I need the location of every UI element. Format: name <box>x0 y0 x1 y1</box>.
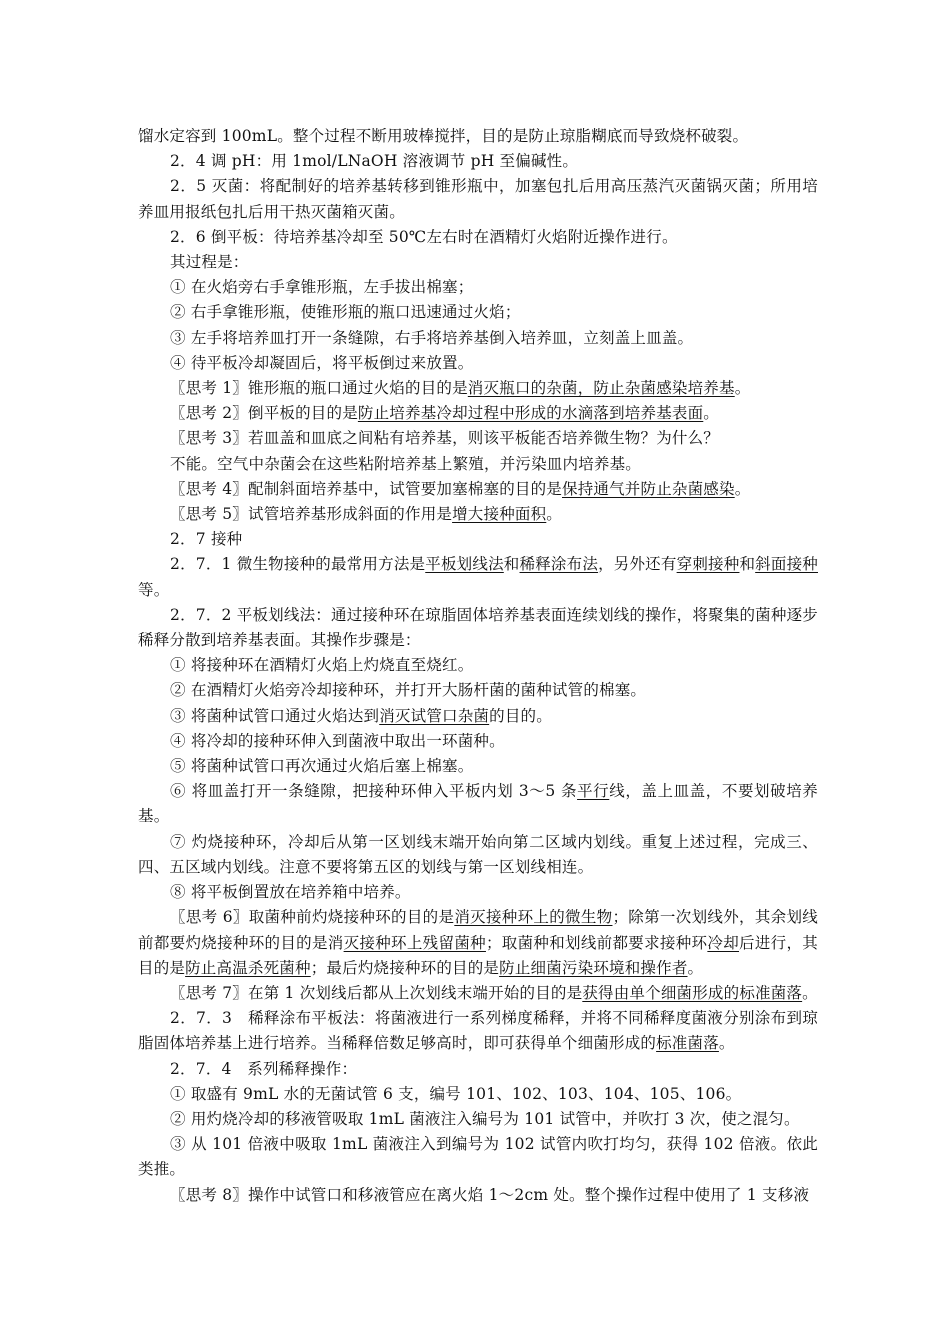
underlined-answer: 灭接种环上残留菌种 <box>343 933 486 952</box>
underlined-answer: 保持通气并防止杂菌感染 <box>562 479 735 498</box>
paragraph <box>138 678 818 703</box>
text-run: ④ 待平板冷却凝固后，将平板倒过来放置。 <box>170 353 474 372</box>
text-run: 2．5 灭菌：将配制好的培养基转移到锥形瓶中，加塞包扎后用高压蒸汽灭菌锅灭菌；所用培养皿用报纸包扎后用干热灭菌箱灭菌。 <box>138 177 818 221</box>
paragraph <box>138 401 818 426</box>
underlined-answer: 防止高温杀死菌种 <box>185 958 311 977</box>
underlined-answer: 增大接种面积 <box>452 505 547 524</box>
paragraph <box>138 1057 818 1082</box>
text-run: 〖思考 8〗操作中试管口和移液管应在离火焰 1～2cm 处。整个操作过程中使用了 1 支移液 <box>170 1185 810 1204</box>
underlined-answer: 平行 <box>577 782 610 801</box>
paragraph <box>138 981 818 1006</box>
text-run: 〖思考 5〗试管培养基形成斜面的作用是 <box>170 505 453 524</box>
text-run: ④ 将冷却的接种环伸入到菌液中取出一环菌种。 <box>170 731 505 750</box>
text-run: ① 将接种环在酒精灯火焰上灼烧直至烧红。 <box>170 656 474 675</box>
underlined-answer: 平板划线法 <box>425 555 504 574</box>
underlined-answer: 获得由单个细菌形成的标准菌落 <box>582 983 803 1002</box>
paragraph <box>138 275 818 300</box>
paragraph <box>138 1132 818 1182</box>
paragraph <box>138 729 818 754</box>
paragraph <box>138 250 818 275</box>
paragraph <box>138 754 818 779</box>
text-run: 2．7．2 平板划线法：通过接种环在琼脂固体培养基表面连续划线的操作，将聚集的菌种逐步稀释分散到培养基表面。其操作步骤是： <box>138 605 818 650</box>
paragraph <box>138 905 818 981</box>
text-run: 2．4 调 pH：用 1mol/LNaOH 溶液调节 pH 至偏碱性。 <box>170 152 579 171</box>
text-run: 后进行，其目的是 <box>138 933 818 977</box>
text-run: 〖思考 3〗若皿盖和皿底之间粘有培养基，则该平板能否培养微生物？为什么？ <box>170 429 719 448</box>
text-run: ③ 将菌种试管口通过火焰达到 <box>170 706 380 725</box>
underlined-answer: 稀释涂布法 <box>519 555 599 574</box>
text-run: ，另外还有 <box>598 555 677 574</box>
text-run: 2．7 接种 <box>170 530 243 549</box>
paragraph <box>138 1183 818 1208</box>
paragraph <box>138 300 818 325</box>
text-run: 。 <box>734 379 751 398</box>
text-run: 。 <box>718 1034 735 1053</box>
text-run: 馏水定容到 100mL。整个过程不断用玻棒搅拌，目的是防止琼脂糊底而导致烧杯破裂。 <box>138 127 749 145</box>
text-run: ① 取盛有 9mL 水的无菌试管 6 支，编号 101、102、103、104、105、106。 <box>170 1084 742 1103</box>
paragraph <box>138 603 818 653</box>
text-run: 。 <box>734 479 751 498</box>
text-run: 。 <box>802 983 818 1002</box>
underlined-answer: 冷却 <box>707 933 740 952</box>
text-run: 2．7．3 稀释涂布平板法：将菌液进行一系列梯度稀释，并将不同稀释度菌液分别涂布到琼脂固体培养基上进行培养。当稀释倍数足够高时，即可获得单个细菌形成的 <box>138 1009 818 1053</box>
paragraph <box>138 880 818 905</box>
paragraph <box>138 552 818 602</box>
underlined-answer: 消灭接种环上的微生物 <box>454 908 613 927</box>
underlined-answer: 穿刺接种 <box>676 555 740 574</box>
text-run: ；最后灼烧接种环的目的是 <box>310 958 500 977</box>
paragraph <box>138 1006 818 1056</box>
paragraph <box>138 225 818 250</box>
text-run: 和 <box>503 555 520 574</box>
paragraph <box>138 704 818 729</box>
paragraph <box>138 527 818 552</box>
underlined-answer: 防止培养基冷却过程中形成的水滴落到培养基表面 <box>357 404 704 423</box>
paragraph <box>138 124 818 149</box>
paragraph <box>138 452 818 477</box>
underlined-answer: 消灭试管口杂菌 <box>379 706 490 725</box>
text-run: 。 <box>687 958 704 977</box>
text-run: ⑤ 将菌种试管口再次通过火焰后塞上棉塞。 <box>170 757 474 776</box>
text-run: 〖思考 1〗锥形瓶的瓶口通过火焰的目的是 <box>170 379 468 398</box>
text-run: 。 <box>703 404 719 423</box>
text-run: ① 在火焰旁右手拿锥形瓶，左手拔出棉塞； <box>170 278 474 297</box>
text-run: 不能。空气中杂菌会在这些粘附培养基上繁殖，并污染皿内培养基。 <box>170 454 642 473</box>
text-run: 〖思考 2〗倒平板的目的是 <box>170 404 358 423</box>
underlined-answer: 标准菌落 <box>656 1034 719 1053</box>
paragraph <box>138 326 818 351</box>
text-run: ；取菌种和划线前都要求接种环 <box>485 933 708 952</box>
underlined-answer: 斜面接种 <box>755 555 818 574</box>
text-run: ；除第一次划线外，其余划线前都要灼烧接种环的目的是消 <box>138 908 818 952</box>
text-run: 2．6 倒平板：待培养基冷却至 50℃左右时在酒精灯火焰附近操作进行。 <box>170 227 678 246</box>
paragraph <box>138 779 818 829</box>
text-run: 其过程是： <box>170 253 249 272</box>
text-run: ③ 从 101 倍液中吸取 1mL 菌液注入到编号为 102 试管内吹打均匀，获得 102 倍液。依此类推。 <box>138 1135 818 1179</box>
text-run: ③ 左手将培养皿打开一条缝隙，右手将培养基倒入培养皿，立刻盖上皿盖。 <box>170 328 694 347</box>
text-run: ② 右手拿锥形瓶，使锥形瓶的瓶口迅速通过火焰； <box>170 303 521 322</box>
paragraph <box>138 502 818 527</box>
underlined-answer: 消灭瓶口的杂菌，防止杂菌感染培养基 <box>467 379 735 398</box>
paragraph <box>138 426 818 451</box>
underlined-answer: 防止细菌污染环境和操作者 <box>499 958 688 977</box>
document-body <box>138 124 818 1208</box>
text-run: 2．7．4 系列稀释操作： <box>170 1059 358 1078</box>
text-run: 2．7．1 微生物接种的最常用方法是 <box>170 555 426 574</box>
text-run: 〖思考 6〗取菌种前灼烧接种环的目的是 <box>170 908 455 927</box>
paragraph <box>138 351 818 376</box>
text-run: ② 用灼烧冷却的移液管吸取 1mL 菌液注入编号为 101 试管中，并吹打 3 次，使之混匀。 <box>170 1109 800 1128</box>
text-run: 线，盖上皿盖，不要划破培养基。 <box>138 782 818 826</box>
text-run: 等。 <box>138 580 170 599</box>
text-run: ② 在酒精灯火焰旁冷却接种环，并打开大肠杆菌的菌种试管的棉塞。 <box>170 681 647 700</box>
text-run: 〖思考 7〗在第 1 次划线后都从上次划线末端开始的目的是 <box>170 983 583 1002</box>
text-run: 〖思考 4〗配制斜面培养基中，试管要加塞棉塞的目的是 <box>170 479 562 498</box>
paragraph <box>138 830 818 880</box>
text-run: 和 <box>739 555 756 574</box>
paragraph <box>138 1107 818 1132</box>
text-run: ⑧ 将平板倒置放在培养箱中培养。 <box>170 883 411 902</box>
text-run: 。 <box>546 505 562 524</box>
text-run: ⑥ 将皿盖打开一条缝隙，把接种环伸入平板内划 3～5 条 <box>170 782 578 801</box>
paragraph <box>138 1082 818 1107</box>
text-run: ⑦ 灼烧接种环，冷却后从第一区划线末端开始向第二区域内划线。重复上述过程，完成三、四、五区域内划线。注意不要将第五区的划线与第一区划线相连。 <box>138 832 818 876</box>
paragraph <box>138 174 818 224</box>
paragraph <box>138 149 818 174</box>
paragraph <box>138 653 818 678</box>
paragraph <box>138 477 818 502</box>
paragraph <box>138 376 818 401</box>
text-run: 的目的。 <box>489 706 552 725</box>
